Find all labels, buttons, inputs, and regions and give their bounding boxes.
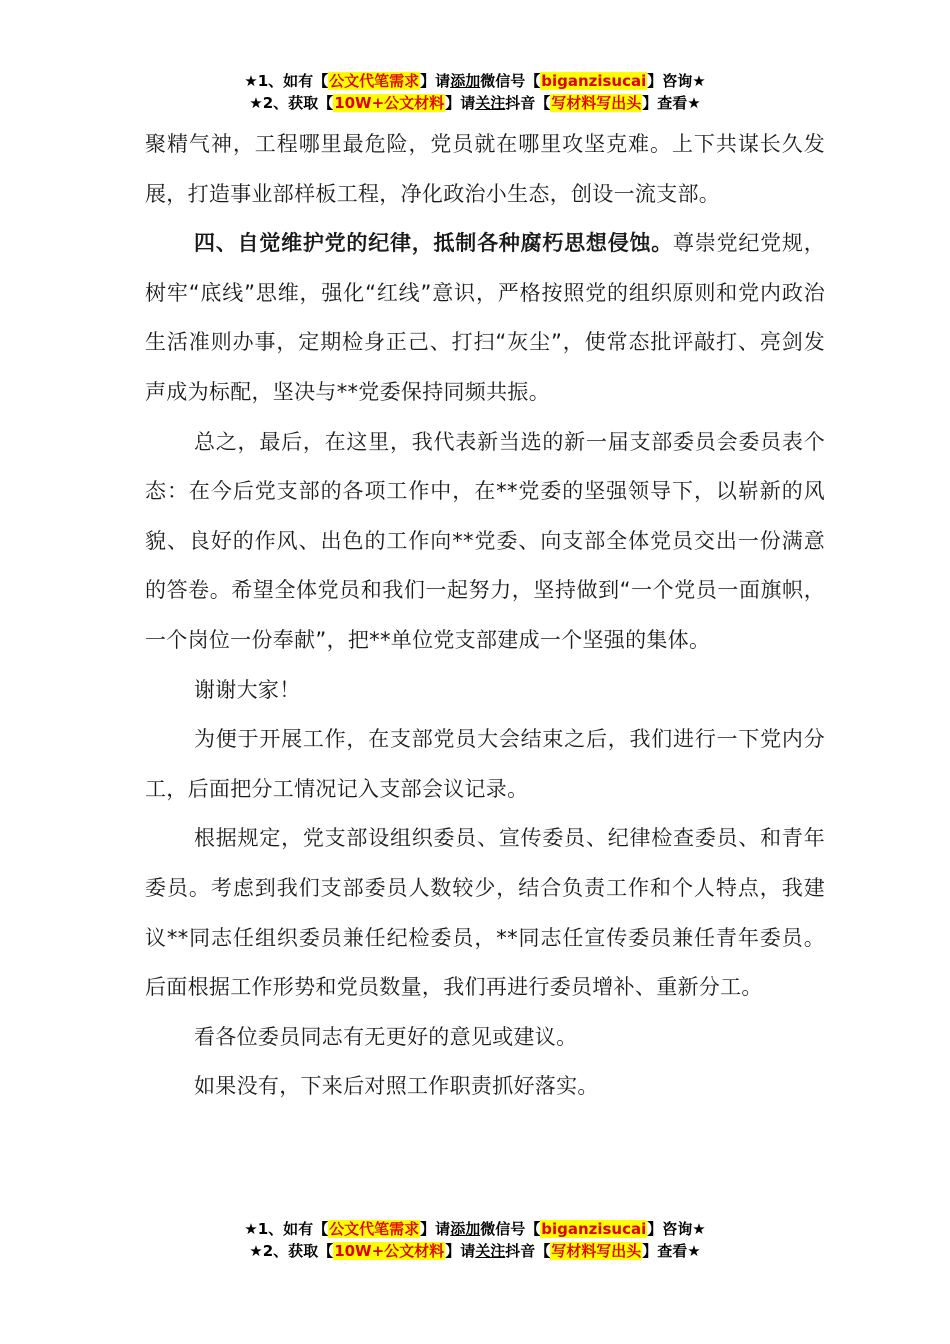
section-heading: 四、自觉维护党的纪律，抵制各种腐朽思想侵蚀。 [194, 231, 674, 256]
banner-underlined-text: 添加 [450, 1220, 481, 1238]
banner-highlight: 10W+公文材料 [334, 94, 445, 112]
banner-text: 】咨询★ [647, 1220, 706, 1238]
banner-text: 】请 [420, 1220, 451, 1238]
banner-line-2 [0, 1240, 950, 1262]
paragraph-2-body: 尊崇党纪党规，树牢“底线”思维，强化“红线”意识，严格按照党的组织原则和党内政治生活准则办事，定期检身正己、打扫“灰尘”，使常态批评敲打、亮剑发声成为标配，坚决与**党委保持同频共振。 [145, 231, 825, 404]
document-body [145, 120, 825, 1112]
paragraph-5: 为便于开展工作，在支部党员大会结束之后，我们进行一下党内分工，后面把分工情况记入支部会议记录。 [145, 727, 825, 801]
banner-underlined-text: 添加 [450, 72, 481, 90]
banner-text: 】请 [445, 94, 476, 112]
paragraph-7: 看各位委员同志有无更好的意见或建议。 [194, 1024, 578, 1049]
banner-highlight: 公文代笔需求 [329, 72, 420, 90]
paragraph-4: 谢谢大家！ [194, 677, 301, 702]
paragraph-3: 总之，最后，在这里，我代表新当选的新一届支部委员会委员表个态：在今后党支部的各项工作中，在**党委的坚强领导下，以崭新的风貌、良好的作风、出色的工作向**党委、向支部全体党员交出一份满意的答卷。希望全体党员和我们一起努力，坚持做到“一个党员一面旗帜，一个岗位一份奉献”，把**单位党支部建成一个坚强的集体。 [145, 429, 825, 652]
banner-text: 微信号【 [480, 1220, 541, 1238]
banner-highlight: 10W+公文材料 [334, 1242, 445, 1260]
banner-highlight: 公文代笔需求 [329, 1220, 420, 1238]
banner-text: 抖音【 [505, 94, 551, 112]
banner-underlined-text: 关注 [475, 94, 506, 112]
paragraph-8: 如果没有，下来后对照工作职责抓好落实。 [194, 1074, 599, 1099]
paragraph-6: 根据规定，党支部设组织委员、宣传委员、纪律检查委员、和青年委员。考虑到我们支部委员人数较少，结合负责工作和个人特点，我建议**同志任组织委员兼任纪检委员，**同志任宣传委员兼任青年委员。后面根据工作形势和党员数量，我们再进行委员增补、重新分工。 [145, 826, 825, 1000]
banner-text: ★1、如有【 [244, 72, 329, 90]
banner-highlight: 写材料写出头 [551, 1242, 642, 1260]
banner-text: ★1、如有【 [244, 1220, 329, 1238]
banner-highlight: biganzisucai [541, 1220, 647, 1238]
banner-line-2 [0, 92, 950, 114]
banner-highlight: biganzisucai [541, 72, 647, 90]
paragraph-1: 聚精气神，工程哪里最危险，党员就在哪里攻坚克难。上下共谋长久发展，打造事业部样板工程，净化政治小生态，创设一流支部。 [145, 132, 825, 206]
footer-banner [0, 1218, 950, 1262]
banner-text: ★2、获取【 [249, 1242, 334, 1260]
banner-highlight: 写材料写出头 [551, 94, 642, 112]
banner-text: ★2、获取【 [249, 94, 334, 112]
header-banner [0, 70, 950, 114]
banner-line-1 [0, 70, 950, 92]
banner-text: 】查看★ [642, 94, 701, 112]
banner-text: 抖音【 [505, 1242, 551, 1260]
banner-text: 】咨询★ [647, 72, 706, 90]
banner-text: 】查看★ [642, 1242, 701, 1260]
banner-text: 】请 [420, 72, 451, 90]
banner-underlined-text: 关注 [475, 1242, 506, 1260]
paragraph-2 [145, 219, 825, 417]
banner-text: 微信号【 [480, 72, 541, 90]
banner-text: 】请 [445, 1242, 476, 1260]
banner-line-1 [0, 1218, 950, 1240]
